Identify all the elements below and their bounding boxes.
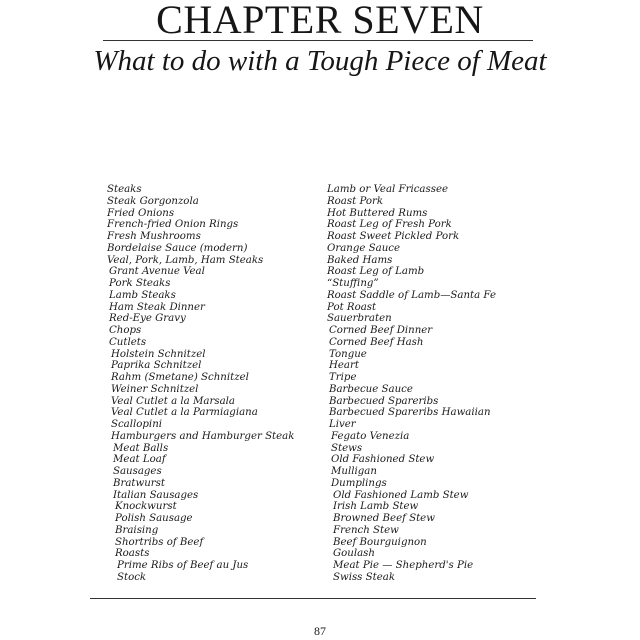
recipe-item: Rahm (Smetane) Schnitzel — [111, 372, 249, 383]
recipe-item: Goulash — [333, 548, 375, 560]
recipe-item: Stock — [117, 571, 147, 583]
recipe-item: Veal Cutlet a la Marsala — [111, 395, 235, 407]
recipe-item: Chops — [109, 325, 142, 336]
recipe-item: Weiner Schnitzel — [111, 383, 199, 395]
recipe-item: French-fried Onion Rings — [107, 219, 239, 231]
recipe-item: Roast Sweet Pickled Pork — [327, 231, 460, 242]
recipe-item: Pork Steaks — [109, 278, 171, 289]
recipe-item: French Stew — [333, 524, 399, 536]
recipe-item: “Stuffing” — [327, 278, 379, 289]
recipe-item: Roast Leg of Lamb — [327, 266, 425, 278]
recipe-item: Shortribs of Beef — [115, 536, 204, 548]
recipe-item: Steak Gorgonzola — [107, 195, 199, 207]
recipe-item: Barbecue Sauce — [329, 383, 413, 395]
recipe-item: Ham Steak Dinner — [109, 301, 205, 313]
recipe-item: Meat Balls — [113, 442, 169, 454]
recipe-item: Lamb or Veal Fricassee — [327, 184, 449, 195]
recipe-item: Fried Onions — [107, 207, 175, 219]
top-rule — [103, 40, 533, 41]
recipe-item: Holstein Schnitzel — [111, 348, 206, 360]
bottom-rule — [90, 598, 536, 599]
recipe-item: Mulligan — [331, 466, 377, 477]
recipe-item: Grant Avenue Veal — [109, 266, 205, 278]
recipe-item: Barbecued Spareribs Hawaiian — [329, 407, 491, 419]
recipe-item: Veal, Pork, Lamb, Ham Steaks — [107, 254, 264, 266]
recipe-item: Fresh Mushrooms — [107, 231, 201, 242]
recipe-item: Meat Pie — Shepherd's Pie — [333, 560, 474, 571]
recipe-item: Sausages — [113, 466, 162, 477]
recipe-item: Tripe — [329, 372, 357, 383]
recipe-item: Polish Sausage — [115, 513, 193, 524]
recipe-item: Pot Roast — [327, 301, 377, 313]
recipe-item: Stews — [331, 442, 363, 454]
recipe-item: Veal Cutlet a la Parmiagiana — [111, 407, 258, 419]
recipe-item: Roast Saddle of Lamb—Santa Fe — [327, 289, 496, 301]
recipe-item: Lamb Steaks — [109, 289, 176, 301]
chapter-subtitle: What to do with a Tough Piece of Meat — [93, 45, 547, 77]
recipe-item: Baked Hams — [327, 254, 393, 266]
recipe-item: Paprika Schnitzel — [111, 360, 202, 372]
recipe-item: Heart — [329, 360, 359, 372]
recipe-item: Hot Buttered Rums — [327, 207, 428, 219]
recipe-item: Italian Sausages — [113, 489, 199, 501]
recipe-item: Fegato Venezia — [331, 430, 410, 442]
recipe-item: Tongue — [329, 348, 367, 360]
recipe-item: Barbecued Spareribs — [329, 395, 439, 407]
recipe-item: Irish Lamb Stew — [333, 501, 419, 513]
recipe-item: Prime Ribs of Beef au Jus — [117, 560, 249, 571]
recipe-list-right — [327, 184, 496, 584]
recipe-item: Beef Bourguignon — [333, 536, 427, 548]
recipe-item: Roast Leg of Fresh Pork — [327, 219, 452, 231]
recipe-item: Corned Beef Dinner — [329, 325, 433, 336]
recipe-item: Scallopini — [111, 419, 163, 430]
recipe-item: Liver — [329, 419, 356, 430]
recipe-item: Browned Beef Stew — [333, 513, 435, 524]
recipe-item: Bordelaise Sauce (modern) — [107, 242, 248, 254]
recipe-item: Old Fashioned Lamb Stew — [333, 489, 469, 501]
recipe-item: Red-Eye Gravy — [109, 313, 186, 325]
recipe-item: Knockwurst — [115, 501, 177, 513]
recipe-item: Hamburgers and Hamburger Steak — [111, 430, 295, 442]
recipe-item: Roast Pork — [327, 195, 384, 207]
recipe-item: Braising — [115, 524, 159, 536]
recipe-item: Roasts — [115, 548, 150, 560]
recipe-item: Steaks — [107, 184, 142, 195]
recipe-item: Meat Loaf — [113, 454, 166, 466]
recipe-item: Swiss Steak — [333, 571, 396, 583]
chapter-title: CHAPTER SEVEN — [156, 0, 484, 42]
recipe-item: Cutlets — [109, 336, 147, 348]
recipe-item: Old Fashioned Stew — [331, 454, 435, 466]
recipe-item: Corned Beef Hash — [329, 336, 424, 348]
recipe-item: Sauerbraten — [327, 313, 392, 325]
recipe-item: Orange Sauce — [327, 242, 400, 254]
recipe-item: Bratwurst — [113, 477, 165, 489]
recipe-item: Dumplings — [331, 477, 387, 489]
recipe-list-left — [107, 184, 294, 584]
page-number: 87 — [314, 624, 326, 638]
